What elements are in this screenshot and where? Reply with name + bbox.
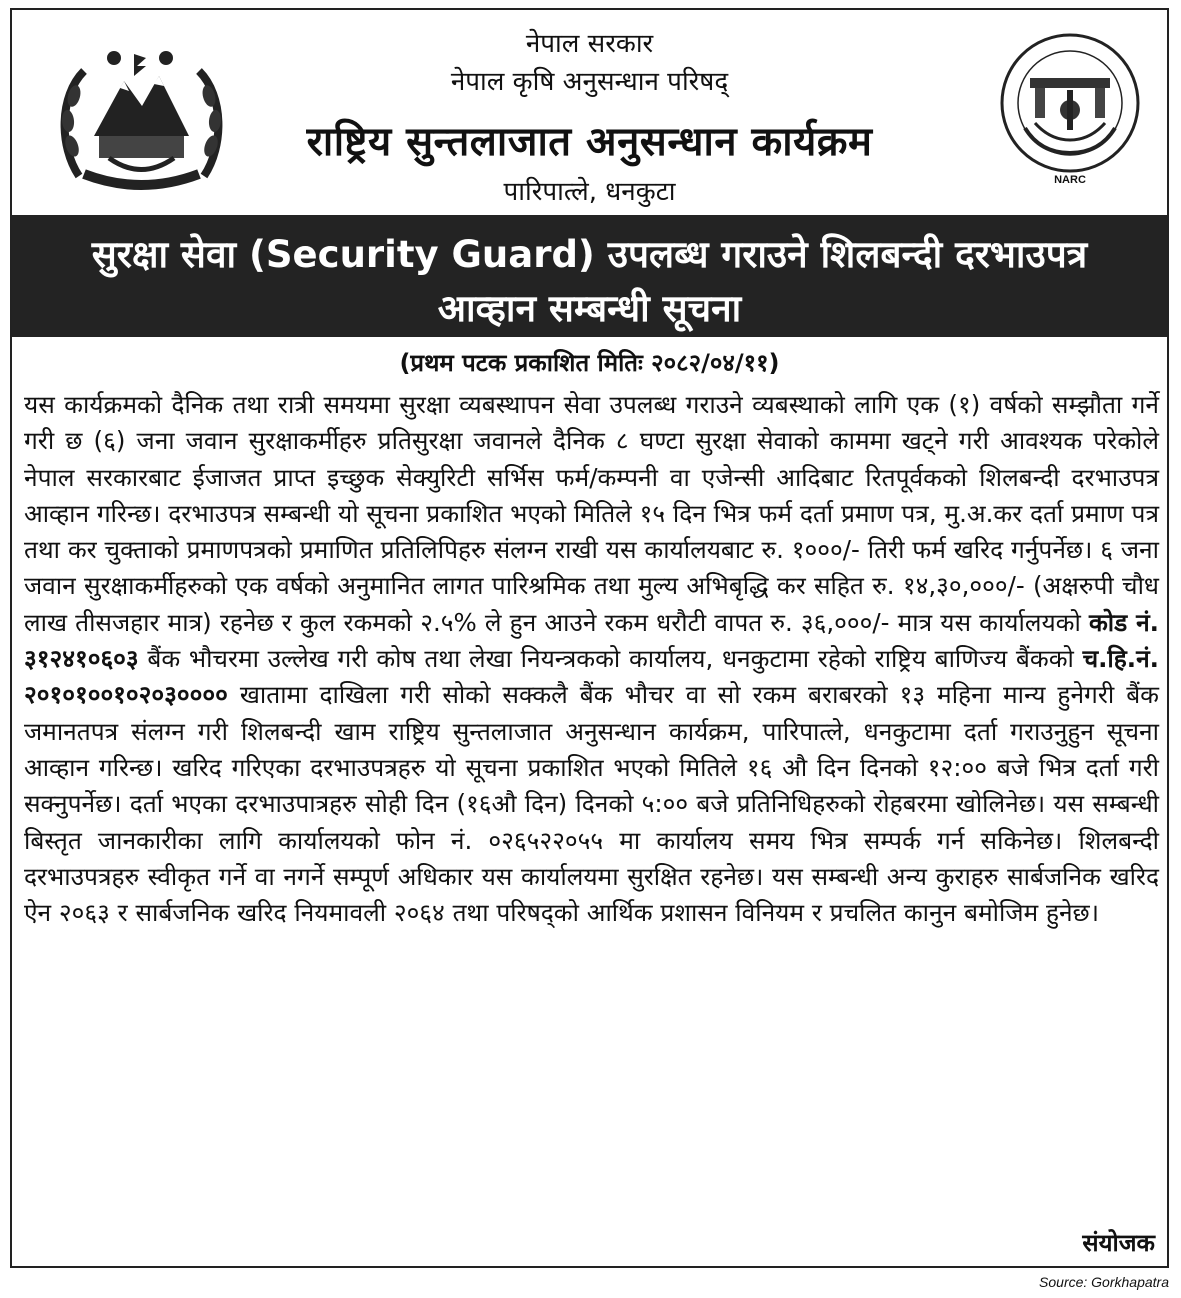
publication-date: (प्रथम पटक प्रकाशित मितिः २०८२/०४/११) [399,349,780,377]
header-government: नेपाल सरकार [525,29,654,59]
header-program: राष्ट्रिय सुन्तलाजात अनुसन्धान कार्यक्रम [306,119,873,165]
header-location: पारिपात्ले, धनकुटा [503,177,676,207]
body-part3: खातामा दाखिला गरी सोको सक्कलै बैंक भौचर वा सो रकम बराबरको १३ महिना मान्य हुनेगरी बैंक जमानतपत्र संलग्न गरी शिलबन्दी खाम राष्ट्रिय सुन्तलाजात अनुसन्धान कार्यक्रम, पारिपात्ले, धनकुटामा दर्ता गराउनुहुन सूचना आव्हान गरिन्छ। खरिद गरिएका दरभाउपत्रहरु यो सूचना प्रकाशित भएको मितिले १६ औ दिन दिनको १२:०० बजे भित्र दर्ता गरी सक्नुपर्नेछ। दर्ता भएका दरभाउपात्रहरु सोही दिन (१६औ दिन) दिनको ५:०० बजे प्रतिनिधिहरुको रोहबरमा खोलिनेछ। यस सम्बन्धी बिस्तृत जानकारीका लागि कार्यालयको फोन नं. ०२६५२२०५५ मा कार्यालय समय भित्र सम्पर्क गर्न सकिनेछ। शिलबन्दी दरभाउपत्रहरु स्वीकृत गर्ने वा नगर्ने सम्पूर्ण अधिकार यस कार्यालयमा सुरक्षित रहनेछ। यस सम्बन्धी अन्य कुराहरु सार्बजनिक खरिद ऐन २०६३ र सार्बजनिक खरिद नियमावली २०६४ तथा परिषद्को आर्थिक प्रशासन विनियम र प्रचलित कानुन बमोजिम हुनेछ। [24,680,1159,928]
body-part1: यस कार्यक्रमको दैनिक तथा रात्री समयमा सुरक्षा व्यबस्थापन सेवा उपलब्ध गराउने व्यबस्थाको लागि एक (१) वर्षको सम्झौता गर्ने गरी छ (६) जना जवान सुरक्षाकर्मीहरु प्रतिसुरक्षा जवानले दैनिक ८ घण्टा सुरक्षा सेवाको काममा खट्ने गरी आवश्यक परेकोले नेपाल सरकारबाट ईजाजत प्राप्त इच्छुक सेक्युरिटी सर्भिस फर्म/कम्पनी वा एजेन्सी आदिबाट रितपूर्वकको शिलबन्दी दरभाउपत्र आव्हान गरिन्छ। दरभाउपत्र सम्बन्धी यो सूचना प्रकाशित भएको मितिले १५ दिन भित्र फर्म दर्ता प्रमाण पत्र, मु.अ.कर दर्ता प्रमाण पत्र तथा कर चुक्ताको प्रमाणपत्रको प्रमाणित प्रतिलिपिहरु संलग्न राखी यस कार्यालयबाट रु. १०००/- तिरी फर्म खरिद गर्नुपर्नेछ। ६ जना जवान सुरक्षाकर्मीहरुको एक वर्षको अनुमानित लागत पारिश्रमिक तथा मुल्य अभिबृद्धि कर सहित रु. १४,३०,०००/- (अक्षरुपी चौध लाख तीसजहार मात्र) रहनेछ र कुल रकमको २.५% ले हुन आउने रकम धरौटी वापत रु. ३६,०००/- मात्र यस कार्यालयको [24,390,1159,637]
notice-body [24,387,1159,931]
narc-logo-icon [995,28,1145,178]
body-part2: बैंक भौचरमा उल्लेख गरी कोष तथा लेखा नियन्त्रकको कार्यालय, धनकुटामा रहेको राष्ट्रिय बाणिज्य बैंकको [138,644,1083,674]
narc-logo-caption: NARC [1054,174,1086,186]
title-bar [12,215,1167,337]
narc-logo [995,28,1145,196]
office-code: कोड नं. ३१२४१०६०३ [24,607,1159,674]
notice-frame [10,8,1169,1268]
notice-title-line2: आव्हान सम्बन्धी सूचना [437,287,742,330]
notice-header [12,10,1167,215]
header-council: नेपाल कृषि अनुसन्धान परिषद् [450,67,729,97]
source-credit: Source: Gorkhapatra [1039,1274,1169,1290]
signature: संयोजक [1082,1229,1155,1257]
bank-account-number: च.हि.नं. २०१०१००१०२०३०००० [24,644,1159,710]
notice-title-line1: सुरक्षा सेवा (Security Guard) उपलब्ध गराउने शिलबन्दी दरभाउपत्र [91,233,1088,276]
